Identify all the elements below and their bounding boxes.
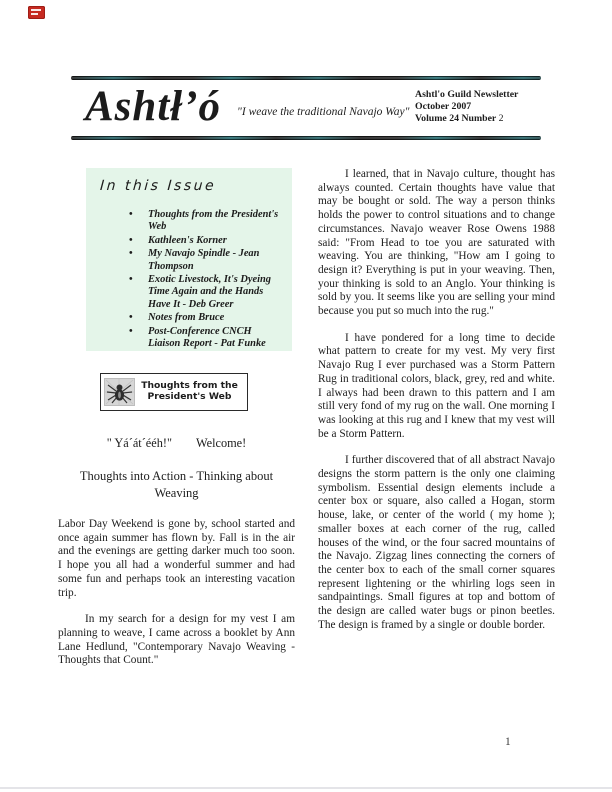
issue-list-item: • Thoughts from the President's Web (127, 209, 282, 234)
issue-box-title: In this Issue (99, 178, 217, 194)
paragraph: I further discovered that of all abstract Navajo designs the storm pattern is the only one claiming symbolism. Essential design elements include a center box or square, also called a Hogan, storm house, lake, or center of the world ( my home ); smaller boxes at each corner of the rug, called houses of the wind, or the four sacred mountains of the Navajo. Zigzag lines connecting the corners of the center box to each of the small corner squares represent lightening or the whirling logs seen in sandpaintings. Small figures at top and bottom of the design are called water bugs or pinon beetles. The design is framed by a single or double border. (318, 454, 555, 631)
issue-list-item: • My Navajo Spindle - Jean Thompson (127, 248, 282, 273)
in-this-issue-box (86, 168, 292, 351)
volume-line (415, 113, 541, 125)
issue-date: October 2007 (415, 101, 472, 112)
article-heading: Thoughts into Action - Thinking about Weaving (79, 469, 274, 500)
issue-list-item: • Post-Conference CNCH Liaison Report - Pat Funke (127, 326, 282, 351)
volume-label: Volume 24 Number (415, 113, 499, 124)
annotation-dash (31, 9, 41, 11)
masthead (71, 76, 541, 140)
issue-list-item: • Kathleen's Korner (127, 235, 282, 247)
volume-number: 2 (498, 113, 504, 124)
greeting-welcome: Welcome! (196, 436, 247, 450)
paragraph: Labor Day Weekend is gone by, school started and once again summer has flown by. Fall is in the air and the evenings are getting darker much too soon. I hope you all had a wonderful summer and had some fun and perhaps took an interesting vacation trip. (58, 518, 295, 599)
annotation-dash (31, 13, 38, 15)
page-number: 1 (505, 736, 511, 748)
greeting-line (58, 436, 295, 451)
issue-list-item: • Notes from Bruce (127, 312, 282, 324)
annotation-note-icon[interactable] (28, 6, 45, 19)
guild-logo: Ashtł’ó (85, 83, 222, 130)
spider-icon (104, 378, 135, 406)
paragraph: I learned, that in Navajo culture, thought has always counted. Certain thoughts have value that may be bought or sold. The way a person thinks holds the power to control situations and to change circumstances. Navajo weaver Rose Owens 1988 said: "From Head to toe you are saturated with weaving. You are thinking, "How am I going to design it? Everything is put in your weaving. Then, your thinking is sold to an Anglo. Your thinking is sold by you. It seems like you are selling your mind because you put so much into the rug." (318, 168, 555, 318)
left-column (58, 168, 295, 681)
paragraph: In my search for a design for my vest I am planning to weave, I came across a booklet by Ann Lane Hedlund, "Contemporary Navajo Weaving - Thoughts that Count." (58, 613, 295, 667)
tagline: "I weave the traditional Navajo Way" (237, 106, 410, 118)
right-column (318, 168, 555, 681)
two-column-body (58, 168, 555, 681)
masthead-row (71, 80, 541, 136)
greeting-navajo: " Yá´át´ééh!" (106, 436, 172, 450)
presidents-web-label (135, 381, 244, 403)
presidents-web-label-line2: President's Web (147, 391, 232, 402)
paragraph: I have pondered for a long time to decide what pattern to create for my vest. My very first Navajo Rug I ever purchased was a Storm Pattern Rug in traditional colors, black, grey, red and white. I always had been drawn to this pattern and I am still very fond of my rug on the wall. One morning I was looking at this rug and I knew that my vest will be a Storm Pattern. (318, 331, 555, 440)
left-column-text (58, 518, 295, 668)
presidents-web-label-line1: Thoughts from the (141, 380, 238, 392)
newsletter-name: Ashtl'o Guild Newsletter (415, 89, 519, 100)
presidents-web-banner (100, 373, 248, 411)
issue-list-item: • Exotic Livestock, It's Dyeing Time Again and the Hands Have It - Deb Greer (127, 274, 282, 311)
issue-info-block (415, 89, 541, 127)
masthead-bottom-rule (71, 136, 541, 140)
issue-list (100, 209, 282, 350)
page-bottom-edge (0, 787, 612, 789)
